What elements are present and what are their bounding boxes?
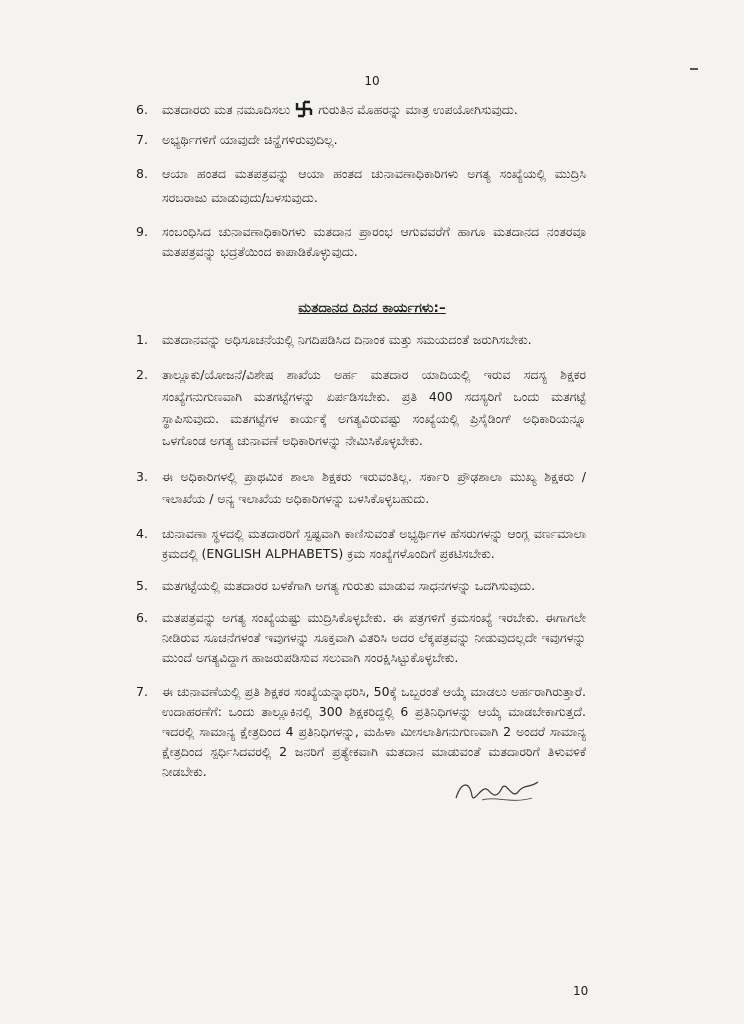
list-item — [136, 576, 586, 596]
page-number-top: 10 — [364, 74, 380, 88]
item-text: ಚುನಾವಣಾ ಸ್ಥಳದಲ್ಲಿ ಮತದಾರರಿಗೆ ಸ್ಪಷ್ಟವಾಗಿ ಕಾಣಿಸುವಂತೆ ಅಭ್ಯರ್ಥಿಗಳ ಹೆಸರುಗಳನ್ನು ಆಂಗ್ಲ ವರ್ಣಮಾಲಾ ಕ್ರಮದಲ್ಲಿ (ENGLISH ALPHABETS) ಕ್ರಮ ಸಂಖ್ಯೆಗಳೊಂದಿಗೆ ಪ್ರಕಟಿಸಬೇಕು. — [162, 526, 586, 561]
list-item — [136, 524, 586, 564]
list-item — [136, 466, 586, 510]
handwritten-signature — [452, 770, 542, 810]
item-text: ಮತದಾನವನ್ನು ಅಧಿಸೂಚನೆಯಲ್ಲಿ ನಿಗದಿಪಡಿಸಿದ ದಿನಾಂಕ ಮತ್ತು ಸಮಯದಂತೆ ಜರುಗಿಸಬೇಕು. — [162, 332, 532, 347]
list-item — [136, 100, 586, 120]
item-number: 3. — [136, 469, 148, 484]
item-text: ತಾಲ್ಲೂಕು/ಯೋಜನೆ/ವಿಶೇಷ ಶಾಖೆಯ ಅರ್ಹ ಮತದಾರ ಯಾದಿಯಲ್ಲಿ ಇರುವ ಸದಸ್ಯ ಶಿಕ್ಷಕರ ಸಂಖ್ಯೆಗನುಗುಣವಾಗಿ ಮತಗಟ್ಟೆಗಳನ್ನು ಏರ್ಪಡಿಸಬೇಕು. ಪ್ರತಿ 400 ಸದಸ್ಯರಿಗೆ ಒಂದು ಮತಗಟ್ಟೆ ಸ್ಥಾಪಿಸುವುದು. ಮತಗಟ್ಟೆಗಳ ಕಾರ್ಯಕ್ಕೆ ಅಗತ್ಯವಿರುವಷ್ಟು ಸಂಖ್ಯೆಯಲ್ಲಿ ಪ್ರಿಸೈಡಿಂಗ್ ಅಧಿಕಾರಿಯನ್ನೂ ಒಳಗೊಂಡ ಅಗತ್ಯ ಚುನಾವಣೆ ಅಧಿಕಾರಿಗಳನ್ನು ನೇಮಿಸಿಕೊಳ್ಳಬೇಕು. — [162, 367, 586, 448]
item-text: ಆಯಾ ಹಂತದ ಮತಪತ್ರವನ್ನು ಆಯಾ ಹಂತದ ಚುನಾವಣಾಧಿಕಾರಿಗಳು ಅಗತ್ಯ ಸಂಖ್ಯೆಯಲ್ಲಿ ಮುದ್ರಿಸಿ ಸರಬರಾಜು ಮಾಡುವುದು/ಬಳಸುವುದು. — [162, 166, 586, 205]
list-item — [136, 682, 586, 782]
item-number: 7. — [136, 684, 148, 699]
item-number: 5. — [136, 578, 148, 593]
list-item — [136, 330, 586, 350]
list-item — [136, 608, 586, 668]
item-text-post: ಗುರುತಿನ ಮೊಹರನ್ನು ಮಾತ್ರ ಉಪಯೋಗಿಸುವುದು. — [318, 102, 518, 117]
item-text-pre: ಮತದಾರರು ಮತ ನಮೂದಿಸಲು — [162, 102, 291, 117]
item-number: 7. — [136, 132, 148, 147]
item-number: 6. — [136, 102, 148, 117]
item-text — [162, 100, 586, 120]
list-item — [136, 130, 586, 150]
list-item — [136, 364, 586, 452]
item-number: 8. — [136, 166, 148, 181]
item-text: ಈ ಚುನಾವಣೆಯಲ್ಲಿ ಪ್ರತಿ ಶಿಕ್ಷಕರ ಸಂಖ್ಯೆಯನ್ನಾಧರಿಸಿ, 50ಕ್ಕೆ ಒಬ್ಬರಂತೆ ಆಯ್ಕೆ ಮಾಡಲು ಅರ್ಹರಾಗಿರುತ್ತಾರೆ. ಉದಾಹರಣೆಗೆ: ಒಂದು ತಾಲ್ಲೂಕಿನಲ್ಲಿ 300 ಶಿಕ್ಷಕರಿದ್ದಲ್ಲಿ 6 ಪ್ರತಿನಿಧಿಗಳನ್ನು ಆಯ್ಕೆ ಮಾಡಬೇಕಾಗುತ್ತದೆ. ಇದರಲ್ಲಿ ಸಾಮಾನ್ಯ ಕ್ಷೇತ್ರದಿಂದ 4 ಪ್ರತಿನಿಧಿಗಳನ್ನು, ಮಹಿಳಾ ಮೀಸಲಾತಿಗನುಗುಣವಾಗಿ 2 ಅಂದರೆ ಸಾಮಾನ್ಯ ಕ್ಷೇತ್ರದಿಂದ ಸ್ಪರ್ಧಿಸಿದವರಲ್ಲಿ 2 ಜನರಿಗೆ ಪ್ರತ್ಯೇಕವಾಗಿ ಮತದಾನ ಮಾಡುವಂತೆ ಮತದಾರರಿಗೆ ತಿಳುವಳಿಕೆ ನೀಡಬೇಕು. — [162, 684, 586, 779]
list-item — [136, 222, 586, 262]
page-number-bottom: 10 — [573, 984, 589, 998]
item-text: ಸಂಬಂಧಿಸಿದ ಚುನಾವಣಾಧಿಕಾರಿಗಳು ಮತದಾನ ಪ್ರಾರಂಭ ಆಗುವವರೆಗೆ ಹಾಗೂ ಮತದಾನದ ನಂತರವೂ ಮತಪತ್ರವನ್ನು ಭದ್ರತೆಯಿಂದ ಕಾಪಾಡಿಕೊಳ್ಳುವುದು. — [162, 224, 586, 259]
item-number: 4. — [136, 526, 148, 541]
item-number: 9. — [136, 224, 148, 239]
item-text: ಮತಪತ್ರವನ್ನು ಅಗತ್ಯ ಸಂಖ್ಯೆಯಷ್ಟು ಮುದ್ರಿಸಿಕೊಳ್ಳಬೇಕು. ಈ ಪತ್ರಗಳಿಗೆ ಕ್ರಮಸಂಖ್ಯೆ ಇರಬೇಕು. ಈಗಾಗಲೇ ನೀಡಿರುವ ಸೂಚನೆಗಳಂತೆ ಇವುಗಳನ್ನು ಸೂಕ್ತವಾಗಿ ವಿತರಿಸಿ ಅದರ ಲೆಕ್ಕಪತ್ರವನ್ನು ನೀಡುವುದಲ್ಲದೇ ಇವುಗಳನ್ನು ಮುಂದೆ ಅಗತ್ಯವಿದ್ದಾಗ ಹಾಜರುಪಡಿಸುವ ಸಲುವಾಗಿ ಸಂರಕ್ಷಿಸಿಟ್ಟುಕೊಳ್ಳಬೇಕು. — [162, 610, 586, 665]
list-item — [136, 162, 586, 210]
swastika-stamp-icon — [294, 100, 314, 118]
item-number: 2. — [136, 367, 148, 382]
section-heading: ಮತದಾನದ ದಿನದ ಕಾರ್ಯಗಳು:– — [298, 300, 446, 316]
item-number: 6. — [136, 610, 148, 625]
item-text: ಅಭ್ಯರ್ಥಿಗಳಿಗೆ ಯಾವುದೇ ಚಿನ್ಹೆಗಳಿರುವುದಿಲ್ಲ. — [162, 132, 338, 147]
instructions-list-top — [136, 100, 586, 262]
instructions-list-bottom — [136, 330, 586, 782]
item-number: 1. — [136, 332, 148, 347]
item-text: ಈ ಅಧಿಕಾರಿಗಳಲ್ಲಿ ಪ್ರಾಥಮಿಕ ಶಾಲಾ ಶಿಕ್ಷಕರು ಇರುವಂತಿಲ್ಲ. ಸರ್ಕಾರಿ ಪ್ರೌಢಶಾಲಾ ಮುಖ್ಯ ಶಿಕ್ಷಕರು / ಇಲಾಖೆಯ / ಅನ್ಯ ಇಲಾಖೆಯ ಅಧಿಕಾರಿಗಳನ್ನು ಬಳಸಿಕೊಳ್ಳಬಹುದು. — [162, 469, 586, 506]
item-text: ಮತಗಟ್ಟೆಯಲ್ಲಿ ಮತದಾರರ ಬಳಕೆಗಾಗಿ ಅಗತ್ಯ ಗುರುತು ಮಾಡುವ ಸಾಧನಗಳನ್ನು ಒದಗಿಸುವುದು. — [162, 578, 536, 593]
scan-mark — [690, 68, 698, 70]
